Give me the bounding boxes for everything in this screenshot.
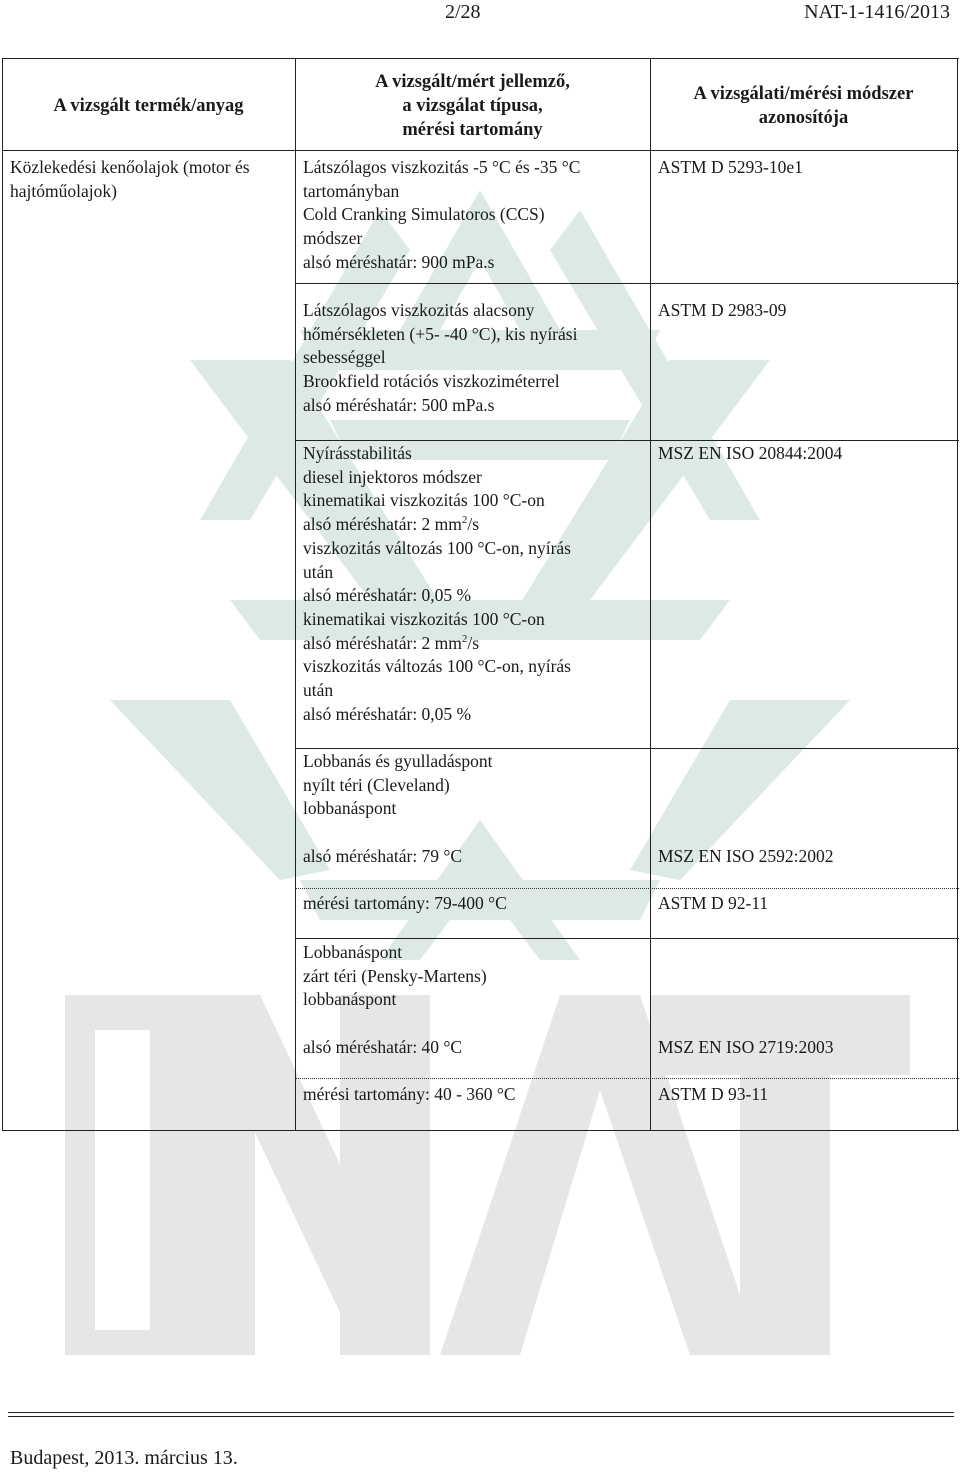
column-header-product: A vizsgált termék/anyag [53, 96, 244, 116]
method-id: MSZ EN ISO 20844:2004 [658, 443, 843, 463]
footer-place-date: Budapest, 2013. március 13. [10, 1447, 238, 1469]
sub-row-label: alsó méréshatár: 40 °C [303, 1037, 463, 1057]
method-id: ASTM D 2983-09 [658, 300, 787, 320]
method-id: ASTM D 93-11 [658, 1084, 769, 1104]
sub-row-label: alsó méréshatár: 79 °C [303, 846, 463, 866]
page-number: 2/28 [445, 1, 481, 23]
product-name: Közlekedési kenőolajok (motor és hajtóműolajok) [10, 157, 250, 201]
column-header-characteristic: A vizsgált/mért jellemző, a vizsgálat típusa, mérési tartomány [375, 72, 570, 140]
row-shear-stability: Nyírásstabilitás diesel injektoros módszer kinematikai viszkozitás 100 °C-on alsó méréshatár: 2 $mm^2/s$ viszkozitás változás 100 °C-on, nyírás után alsó méréshatár: 0,05 % kinematikai viszkozitás 100 °C-on alsó méréshatár: 2 $mm^2/s$ viszkozitás változás 100 °C-on, nyírás után alsó méréshatár: 0,05 % [303, 443, 571, 724]
column-header-method: A vizsgálati/mérési módszer azonosítója [693, 84, 914, 128]
footer-divider [8, 1412, 954, 1413]
footer-divider [8, 1416, 954, 1417]
method-id: MSZ EN ISO 2592:2002 [658, 846, 834, 866]
sub-row-label: mérési tartomány: 40 - 360 °C [303, 1084, 516, 1104]
method-id: MSZ EN ISO 2719:2003 [658, 1037, 834, 1057]
method-id: ASTM D 5293-10e1 [658, 157, 803, 177]
row-brookfield-viscosity: Látszólagos viszkozitás alacsony hőmérsékleten (+5- -40 °C), kis nyírási sebességgel Brookfield rotációs viszkoziméterrel alsó méréshatár: 500 mPa.s [303, 300, 578, 415]
method-id: ASTM D 92-11 [658, 893, 769, 913]
row-cleveland-flash-point: Lobbanás és gyulladáspont nyílt téri (Cleveland) lobbanáspont [303, 751, 493, 819]
document-code: NAT-1-1416/2013 [804, 1, 950, 23]
row-pensky-martens-flash-point: Lobbanáspont zárt téri (Pensky-Martens) lobbanáspont [303, 942, 487, 1010]
sub-row-label: mérési tartomány: 79-400 °C [303, 893, 507, 913]
row-ccs-viscosity: Látszólagos viszkozitás -5 °C és -35 °C tartományban Cold Cranking Simulatoros (CCS) módszer alsó méréshatár: 900 mPa.s [303, 157, 581, 272]
